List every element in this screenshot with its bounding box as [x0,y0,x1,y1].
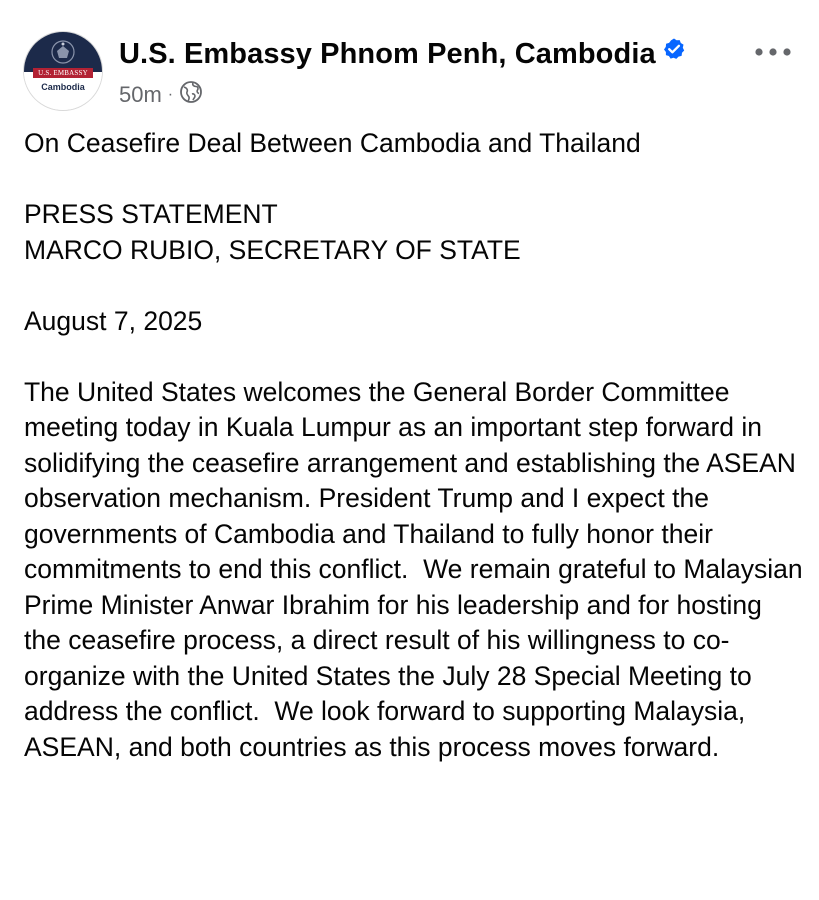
page-avatar[interactable] [24,32,102,110]
globe-icon [179,80,203,110]
more-options-icon[interactable] [754,44,792,60]
statement-header [24,197,804,268]
post-meta [119,80,203,110]
post-content [24,126,811,801]
post-timestamp[interactable]: 50m [119,82,162,107]
verified-badge-icon [662,36,686,69]
statement-body: The United States welcomes the General Border Committee meeting today in Kuala Lumpur as an important step forward in solidifying the ceasefire arrangement and establishing the ASEAN observation mechanism. President Trump and I expect the governments of Cambodia and Thailand to fully honor their commitments to end this conflict. We remain grateful to Malaysian Prime Minister Anwar Ibrahim for his leadership and for hosting the ceasefire process, a direct result of his willingness to co-organize with the United States the July 28 Special Meeting to address the conflict. We look forward to supporting Malaysia, ASEAN, and both countries as this process moves forward. [24,376,811,762]
statement-type: PRESS STATEMENT [24,199,278,229]
statement-date: August 7, 2025 [24,305,203,336]
post-header [24,32,804,112]
meta-separator: · [167,86,174,103]
page-name-text[interactable]: U.S. Embassy Phnom Penh, Cambodia [119,38,656,70]
page-name-link[interactable] [119,38,686,72]
post-title: On Ceasefire Deal Between Cambodia and Thailand [24,128,641,158]
statement-author: MARCO RUBIO, SECRETARY OF STATE [24,234,521,265]
avatar-caption: Cambodia [41,82,85,92]
avatar-ribbon-text: U.S. EMBASSY [33,68,93,78]
